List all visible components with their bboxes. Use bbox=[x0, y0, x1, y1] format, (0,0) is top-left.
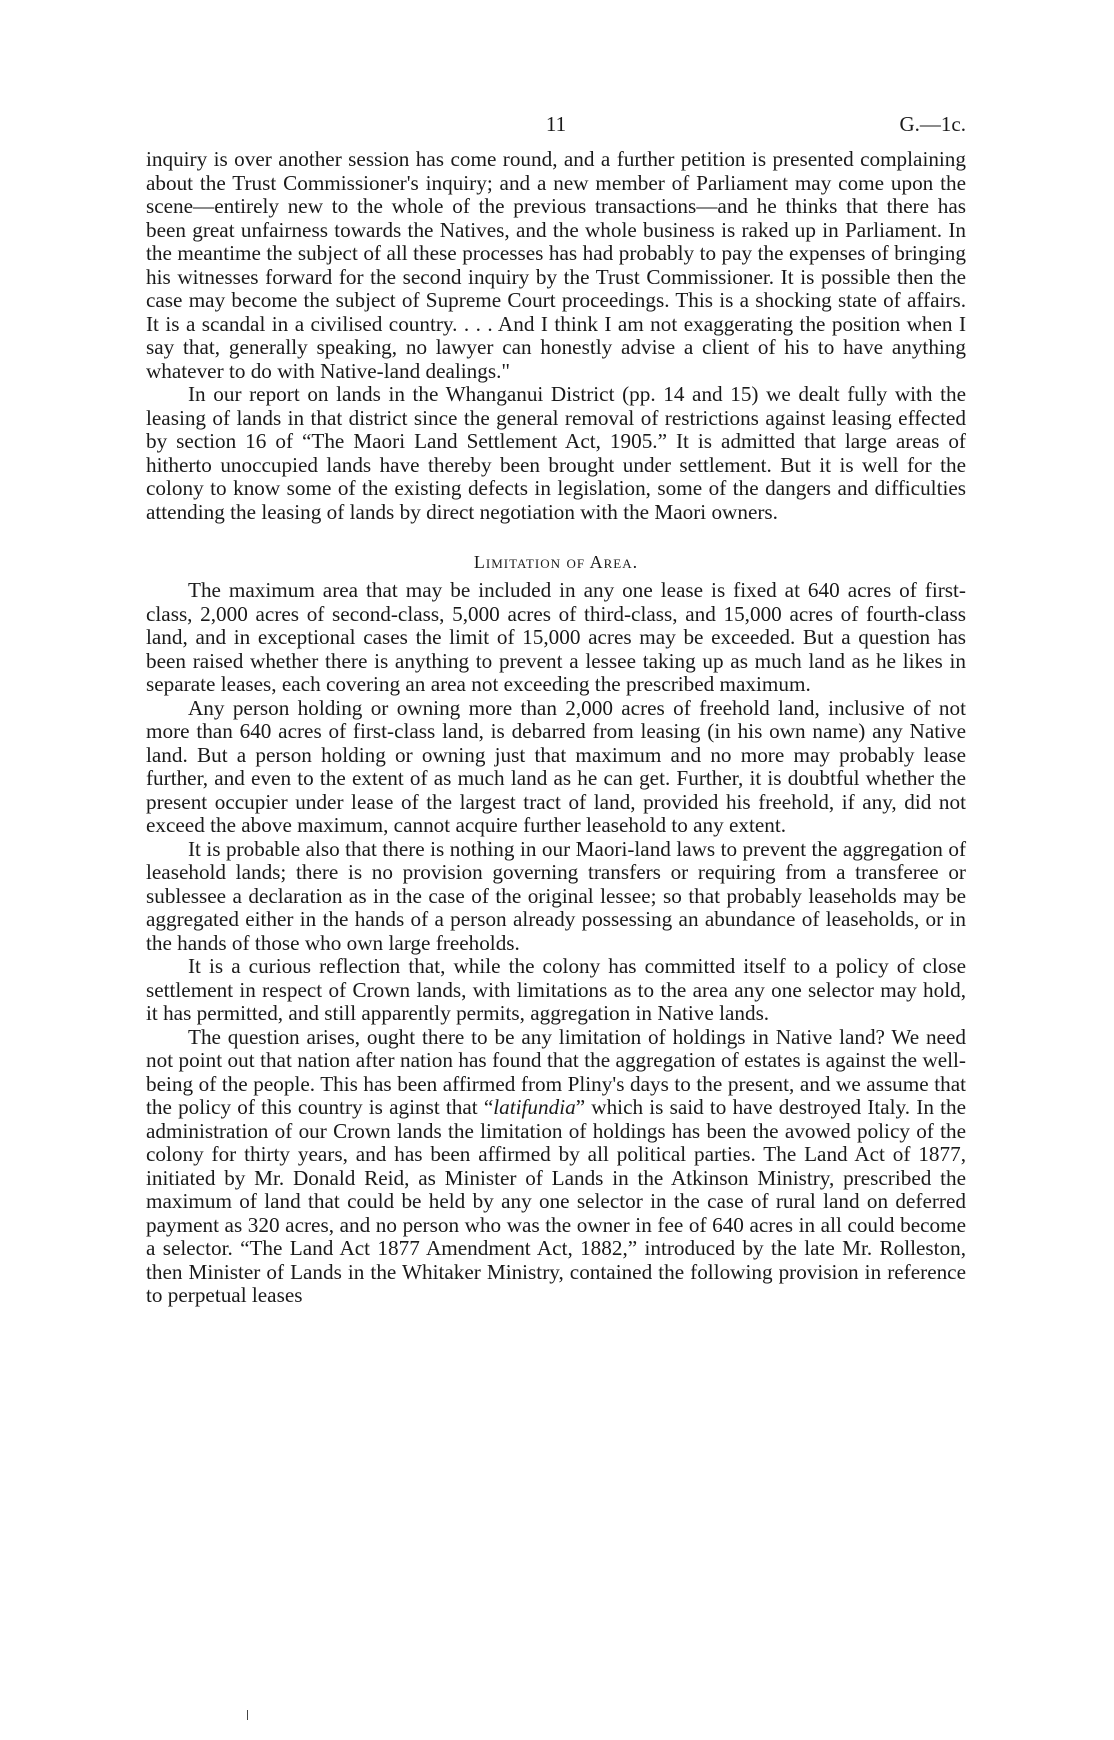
paragraph-freehold-limit: Any person holding or owning more than 2,000 acres of freehold land, inclusive of not more than 640 acres of first-class land, is debarred from leasing (in his own name) any Native land. But a person holding or owning just that maximum and no more may probably lease further, and even to the extent of as much land as he can get. Further, it is doubtful whether the present occupier under lease of the largest tract of land, provided his freehold, if any, did not exceed the above maximum, cannot acquire further leasehold to any extent. bbox=[146, 695, 966, 837]
paragraph-close-settlement: It is a curious reflection that, while the colony has committed itself to a policy of close settlement in respect of Crown lands, with limitations as to the area any one selector may hold, it has permitted, and still apparently permits, aggregation in Native lands. bbox=[146, 954, 966, 1025]
paragraph-whanganui: In our report on lands in the Whanganui District (pp. 14 and 15) we dealt fully with the leasing of lands in that district since the general removal of restrictions against leasing effected by section 16 of “The Maori Land Settlement Act, 1905.” It is admitted that large areas of hitherto unoccupied lands have thereby been brought under settlement. But it is well for the colony to know some of the existing defects in legislation, some of the dangers and difficulties attending the leasing of lands by direct negotiation with the Maori owners. bbox=[146, 382, 966, 524]
paragraph-maximum-area: The maximum area that may be included in any one lease is fixed at 640 acres of first-class, 2,000 acres of second-class, 5,000 acres of third-class, and 15,000 acres of fourth-class land, and in exceptional cases the limit of 15,000 acres may be exceeded. But a question has been raised whether there is anything to prevent a lessee taking up as much land as he likes in separate leases, each covering an area not exceeding the prescribed maximum. bbox=[146, 578, 966, 696]
text-before-italic: The question arises, ought there to be any limitation of holdings in Native land? We need not point out that nation after nation has found that the aggregation of estates is against the well-being of the people. This has been affirmed from Pliny's days to the present, and we assume that the policy of this country is aginst that “ bbox=[146, 1024, 966, 1119]
page-header bbox=[146, 112, 966, 148]
margin-mark bbox=[247, 1710, 248, 1720]
italic-term: latifundia bbox=[493, 1095, 576, 1119]
paragraph-aggregation: It is probable also that there is nothing in our Maori-land laws to prevent the aggregation of leasehold lands; there is no provision governing transfers or requiring from a transferee or sublessee a declaration as in the case of the original lessee; so that probably leaseholds may be aggregated either in the hands of a person already possessing an abundance of leaseholds, or in the hands of those who own large freeholds. bbox=[146, 836, 966, 955]
text-after-italic: ” which is said to have destroyed Italy. In the administration of our Crown lands the limitation of holdings has been the avowed policy of the colony for thirty years, and has been affirmed by all political parties. The Land Act of 1877, initiated by Mr. Donald Reid, as Minister of Lands in the Atkinson Ministry, prescribed the maximum of land that could be held by any one selector in the case of rural land on deferred payment as 320 acres, and no person who was the owner in fee of 640 acres in all could become a selector. “The Land Act 1877 Amendment Act, 1882,” introduced by the late Mr. Rolleston, then Minister of Lands in the Whitaker Ministry, contained the following provision in reference to perpetual leases bbox=[146, 1095, 966, 1307]
page-number: 11 bbox=[545, 112, 567, 136]
document-reference: G.—1c. bbox=[899, 112, 966, 136]
document-page bbox=[146, 112, 966, 1308]
section-heading: Limitation of Area. bbox=[473, 552, 639, 572]
paragraph-continued: inquiry is over another session has come round, and a further petition is presented complaining about the Trust Commissioner's inquiry; and a new member of Parliament may come upon the scene—entirely new to the whole of the previous transactions—and he thinks that there has been great unfairness towards the Natives, and the whole business is raked up in Parliament. In the meantime the subject of all these processes has had probably to pay the expenses of bringing his witnesses forward for the second inquiry by the Trust Commissioner. It is possible then the case may become the subject of Supreme Court proceedings. This is a shocking state of affairs. It is a scandal in a civilised country. . . . And I think I am not exaggerating the position when I say that, generally speaking, no lawyer can honestly advise a client of his to have anything whatever to do with Native-land dealings." bbox=[146, 147, 966, 383]
paragraph-limitation-question bbox=[146, 1026, 966, 1308]
body-text bbox=[146, 148, 966, 1308]
